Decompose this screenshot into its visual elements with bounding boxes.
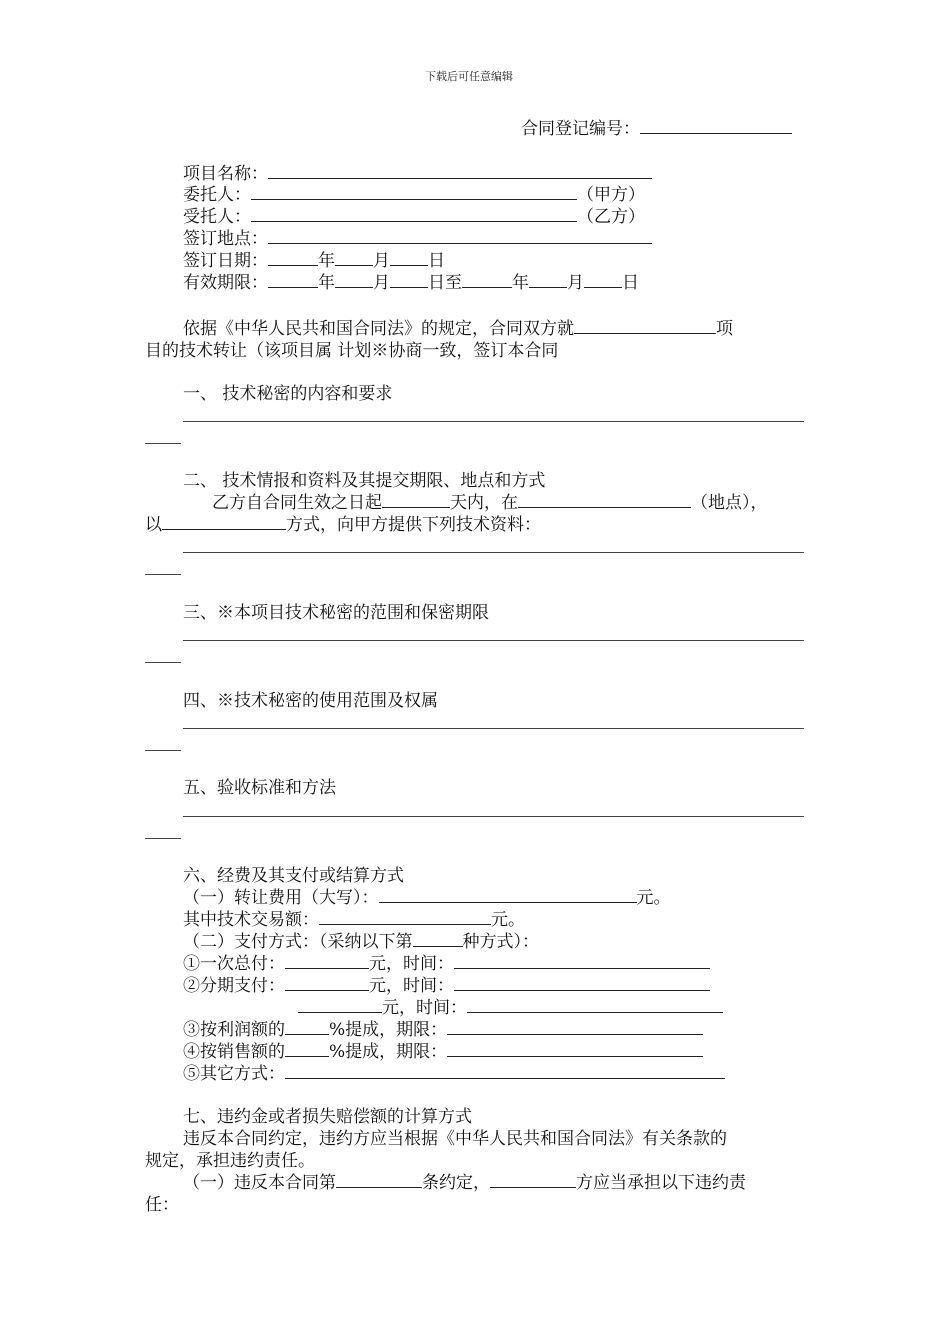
s6-text: ⑤其它方式： <box>183 1064 285 1084</box>
field-label: 有效期限： <box>183 273 268 293</box>
field-sign-date <box>183 250 445 272</box>
intro-line-2: 目的技术转让（该项目属 计划※协商一致，签订本合同 <box>145 341 559 361</box>
time-blank[interactable] <box>467 997 723 1013</box>
section-1-heading: 一、 技术秘密的内容和要求 <box>183 384 393 404</box>
registration-label: 合同登记编号： <box>521 119 640 139</box>
day-blank[interactable] <box>390 272 428 288</box>
section-1-blank-line-end[interactable] <box>145 443 181 444</box>
s6-text: 元，时间： <box>382 998 467 1018</box>
month-unit: 月 <box>373 273 390 293</box>
month-unit: 月 <box>373 251 390 271</box>
field-suffix: （乙方） <box>577 207 645 227</box>
fee-amount-blank[interactable] <box>379 887 637 903</box>
term-blank[interactable] <box>447 1041 703 1057</box>
party-blank[interactable] <box>490 1172 576 1188</box>
section-2-blank-line[interactable] <box>183 552 804 553</box>
clause-number-blank[interactable] <box>336 1172 422 1188</box>
field-sign-place <box>183 228 652 250</box>
header-note: 下载后可任意编辑 <box>425 70 513 83</box>
payment-option-3 <box>183 1019 703 1041</box>
s6-text: 元，时间： <box>369 954 454 974</box>
year-blank[interactable] <box>462 272 512 288</box>
s7-text: 条约定， <box>422 1173 490 1193</box>
s6-text: %提成，期限： <box>329 1020 448 1040</box>
day-unit: 日 <box>622 273 639 293</box>
payment-option-2 <box>183 975 710 997</box>
field-label: 受托人： <box>183 207 251 227</box>
s6-text: %提成，期限： <box>329 1042 448 1062</box>
s6-text: （一）转让费用（大写）： <box>183 888 379 908</box>
s2-text: 天内，在 <box>450 493 518 513</box>
intro-line-1 <box>183 318 733 340</box>
payment-option-2-extra <box>298 997 723 1019</box>
year-unit: 年 <box>318 251 335 271</box>
year-unit: 年 <box>318 273 335 293</box>
field-client <box>183 184 645 206</box>
section-3-blank-line[interactable] <box>183 640 804 641</box>
field-label: 委托人： <box>183 185 251 205</box>
section-7-line-4: 任： <box>145 1195 179 1215</box>
days-blank[interactable] <box>382 492 450 508</box>
field-label: 签订日期： <box>183 251 268 271</box>
sign-place-blank[interactable] <box>268 228 652 244</box>
field-suffix: （甲方） <box>577 185 645 205</box>
trade-amount-blank[interactable] <box>319 909 491 925</box>
section-7-line-3 <box>183 1172 746 1194</box>
amount-blank[interactable] <box>285 975 369 991</box>
s6-text: ④按销售额的 <box>183 1042 285 1062</box>
section-2-line-2 <box>145 514 541 536</box>
day-blank[interactable] <box>390 250 428 266</box>
day-unit: 日 <box>428 251 445 271</box>
project-blank[interactable] <box>574 318 716 334</box>
section-7-line-1: 违反本合同约定，违约方应当根据《中华人民共和国合同法》有关条款的 <box>183 1129 727 1149</box>
project-name-blank[interactable] <box>268 163 652 179</box>
contractor-blank[interactable] <box>251 206 577 222</box>
transfer-fee-line <box>183 887 671 909</box>
field-project-name <box>183 163 652 185</box>
trade-amount-line <box>183 909 525 931</box>
section-5-blank-line-end[interactable] <box>145 838 181 839</box>
amount-blank[interactable] <box>298 997 382 1013</box>
percent-blank[interactable] <box>285 1041 329 1057</box>
section-4-blank-line-end[interactable] <box>145 750 181 751</box>
intro-text: 依据《中华人民共和国合同法》的规定，合同双方就 <box>183 319 574 339</box>
s6-text: ②分期支付： <box>183 976 285 996</box>
payment-option-4 <box>183 1041 703 1063</box>
time-blank[interactable] <box>454 953 710 969</box>
location-blank[interactable] <box>518 492 691 508</box>
s6-text: ①一次总付： <box>183 954 285 974</box>
s2-text: （地点）， <box>691 493 768 513</box>
s2-text: 以 <box>145 515 162 535</box>
other-method-blank[interactable] <box>285 1063 725 1079</box>
month-blank[interactable] <box>335 250 373 266</box>
month-unit: 月 <box>567 273 584 293</box>
section-7-line-2: 规定，承担违约责任。 <box>145 1151 315 1171</box>
field-validity <box>183 272 639 294</box>
payment-option-5 <box>183 1063 725 1085</box>
field-contractor <box>183 206 645 228</box>
section-3-blank-line-end[interactable] <box>145 662 181 663</box>
payment-option-blank[interactable] <box>413 931 463 947</box>
year-unit: 年 <box>512 273 529 293</box>
s6-text: 元，时间： <box>369 976 454 996</box>
s6-text: 种方式）： <box>462 932 539 952</box>
registration-number-line <box>521 118 792 140</box>
section-7-heading: 七、违约金或者损失赔偿额的计算方式 <box>183 1107 472 1127</box>
registration-number-blank[interactable] <box>640 118 792 134</box>
s2-text: 乙方自合同生效之日起 <box>212 493 382 513</box>
s6-text: 元。 <box>636 888 671 908</box>
s7-text: （一）违反本合同第 <box>183 1173 336 1193</box>
field-label: 签订地点： <box>183 229 268 249</box>
month-blank[interactable] <box>529 272 567 288</box>
section-2-blank-line-end[interactable] <box>145 574 181 575</box>
section-4-heading: 四、※技术秘密的使用范围及权属 <box>183 691 438 711</box>
payment-option-1 <box>183 953 710 975</box>
percent-blank[interactable] <box>285 1019 329 1035</box>
s6-text: （二）支付方式：（采纳以下第 <box>183 932 413 952</box>
day-blank[interactable] <box>584 272 622 288</box>
year-blank[interactable] <box>268 272 318 288</box>
day-to-unit: 日至 <box>428 273 462 293</box>
time-blank[interactable] <box>454 975 710 991</box>
year-blank[interactable] <box>268 250 318 266</box>
month-blank[interactable] <box>335 272 373 288</box>
s6-text: ③按利润额的 <box>183 1020 285 1040</box>
s6-text: 其中技术交易额： <box>183 910 319 930</box>
s7-text: 方应当承担以下违约责 <box>576 1173 746 1193</box>
section-3-heading: 三、※本项目技术秘密的范围和保密期限 <box>183 603 489 623</box>
section-1-blank-line[interactable] <box>183 421 804 422</box>
section-6-heading: 六、经费及其支付或结算方式 <box>183 866 404 886</box>
section-2-line-1 <box>212 492 768 514</box>
section-5-heading: 五、验收标准和方法 <box>183 778 336 798</box>
section-2-heading: 二、 技术情报和资料及其提交期限、地点和方式 <box>183 471 546 491</box>
s6-text: 元。 <box>491 910 525 930</box>
section-5-blank-line[interactable] <box>183 816 804 817</box>
amount-blank[interactable] <box>285 953 369 969</box>
intro-text: 项 <box>716 319 733 339</box>
payment-method-line <box>183 931 539 953</box>
method-blank[interactable] <box>162 514 286 530</box>
client-blank[interactable] <box>251 184 577 200</box>
term-blank[interactable] <box>447 1019 703 1035</box>
section-4-blank-line[interactable] <box>183 728 804 729</box>
s2-text: 方式，向甲方提供下列技术资料： <box>286 515 541 535</box>
field-label: 项目名称： <box>183 164 268 184</box>
